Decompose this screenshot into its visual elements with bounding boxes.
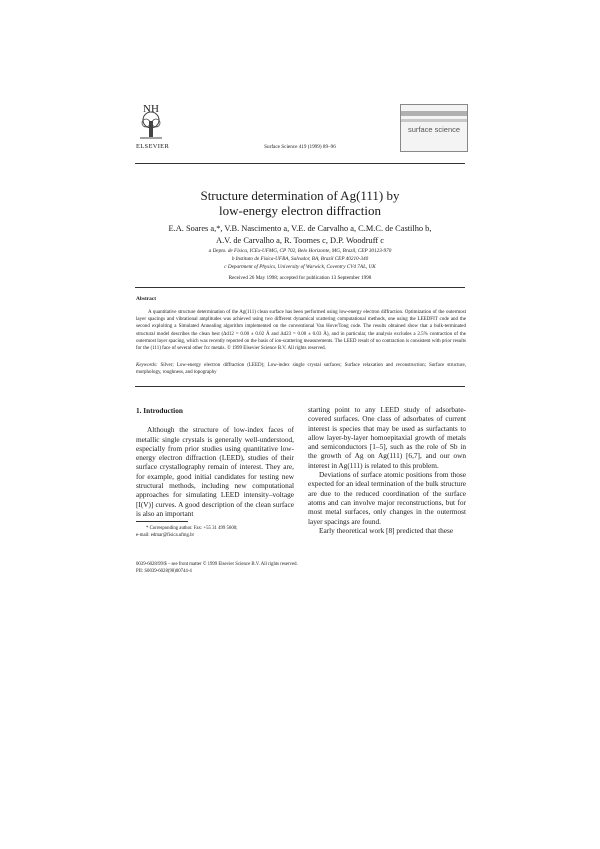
body-paragraph: starting point to any LEED study of adsorbate-covered surfaces. One class of adsorbates of current interest is species that may be used as surfactants to allow layer-by-layer homoepitaxial growth of metals and semiconductors [1–5], such as the role of Sb in the growth of Ag on Ag(111) [6,7], and our own interest in Ag(111) is related to this problem. [308, 405, 466, 470]
footnote-line: * Corresponding author. Fax: +55 31 499 5600; [146, 526, 238, 531]
affiliations [0, 248, 600, 271]
article-title [0, 188, 600, 218]
footnote-email: e-mail: edmar@fisica.ufmg.br [136, 533, 195, 538]
affiliation-line: c Department of Physics, University of Warwick, Coventry CV4 7AL, UK [224, 263, 376, 270]
abstract-text: A quantitative structure determination of the Ag(111) clean surface has been performed using low-energy electron diffraction. Optimization of the outermost layer spacings and vibrational amplitudes was achieved using two different dynamical scattering computational methods, one using the LEEDFIT code and the second exploiting a Simulated Annealing algorithm implemented on the conventional Van Hove/Tong code. The results obtained show that a bulk-terminated structural model describes the clean best (Δd12 = 0.00 ± 0.02 Å and Δd23 = 0.00 ± 0.03 Å), and in particular, the analysis excludes a 2.5% contraction of the outermost layer spacing, which was recently reported on the basis of ion-scattering measurements. The LEED result of no contraction is consistent with prior results for the (111) face of several other fcc metals. © 1999 Elsevier Science B.V. All rights reserved. [136, 310, 466, 352]
title-line: Structure determination of Ag(111) by [200, 188, 400, 203]
journal-citation: Surface Science 419 (1999) 89–96 [264, 144, 336, 150]
affiliation-line: a Depto. de Física, ICEx-UFMG, CP 702, Belo Horizonte, MG, Brazil, CEP 30123-970 [208, 248, 392, 254]
publisher-logo-text: NH [143, 103, 159, 115]
keywords [136, 362, 466, 376]
copyright-line: 0039-6028/99/$ – see front matter © 1999 Elsevier Science B.V. All rights reserved. [136, 562, 298, 567]
keywords-label: Keywords: [136, 363, 158, 368]
journal-logo-text: surface science [407, 125, 461, 134]
elsevier-tree-logo-icon [136, 101, 166, 143]
journal-logo [400, 104, 468, 152]
copyright-block [136, 561, 436, 576]
body-paragraph: Deviations of surface atomic positions from those expected for an ideal termination of the bulk structure are due to the reduced coordination of the surface atoms and can involve major reconstructions, but for most metal surfaces, only changes in the outermost layer spacings are found. [308, 470, 466, 526]
received-dates: Received 26 May 1998; accepted for publication 13 September 1998 [228, 275, 372, 281]
abstract-heading: Abstract [136, 296, 157, 302]
affiliation-line: b Instituto de Física-UFBA, Salvador, BA, Brazil CEP 40210-340 [231, 255, 369, 262]
abstract-top-rule [135, 287, 465, 288]
body-paragraph: Although the structure of low-index faces of metallic single crystals is generally well-understood, especially from prior studies using quantitative low-energy electron diffraction (LEED), studies of their surface crystallography remain of interest. They are, for example, good initial candidates for testing new structural methods, including new computational approaches for simulating LEED intensity–voltage [I(V)] curves. A good description of the clean surface is also an important [136, 425, 294, 518]
section-heading: 1. Introduction [136, 406, 183, 415]
journal-logo-band-icon [401, 111, 467, 116]
left-column [136, 406, 294, 518]
authors-line: E.A. Soares a,*, V.B. Nascimento a, V.E. de Carvalho a, C.M.C. de Castilho b, [168, 224, 432, 233]
authors-line: A.V. de Carvalho a, R. Toomes c, D.P. Woodruff c [216, 236, 384, 245]
right-column [308, 405, 466, 535]
journal-logo-band-icon [401, 119, 467, 122]
pii-line: PII: S0039-6028(98)00744-4 [136, 569, 192, 575]
abstract-bottom-rule [135, 386, 465, 387]
publisher-name: ELSEVIER [136, 143, 170, 150]
authors [0, 223, 600, 247]
keywords-text: Silver; Low-energy electron diffraction (LEED); Low-index single crystal surfaces; Surface relaxation and reconstruction; Surface structure, morphology, roughness, and topography [136, 363, 466, 376]
title-line: low-energy electron diffraction [219, 203, 381, 218]
header-rule [135, 163, 465, 164]
footnote-rule [136, 521, 188, 522]
footnote [136, 525, 296, 539]
body-paragraph: Early theoretical work [8] predicted that these [319, 525, 454, 535]
